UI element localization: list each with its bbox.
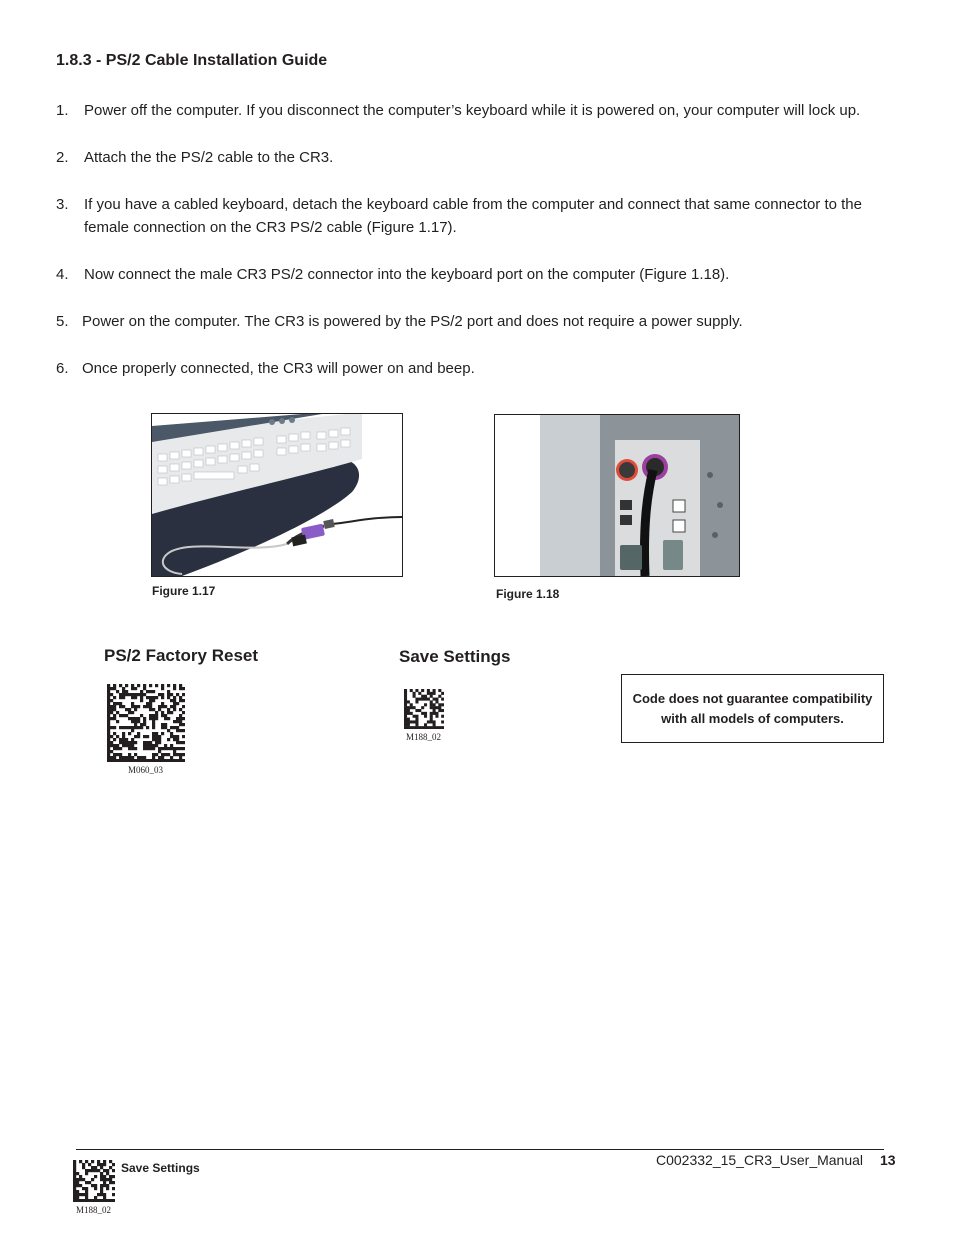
footer-rule [76,1149,884,1150]
save-settings-title: Save Settings [399,647,511,666]
footer-document-id: C002332_15_CR3_User_Manual [656,1152,864,1168]
compatibility-note: Code does not guarantee compatibility with all models of computers. [621,674,884,743]
datamatrix-pattern [404,689,444,729]
footer-save-code-label: M188_02 [76,1205,112,1215]
datamatrix-pattern [107,684,185,762]
footer-save-settings-label: Save Settings [121,1161,200,1175]
figure-caption: Figure 1.18 [496,587,560,601]
datamatrix-pattern [73,1160,115,1202]
save-settings-code-label: M188_02 [406,732,442,742]
figure-ps2-port-photo [494,414,740,577]
figure-keyboard-photo [151,413,403,577]
page-number: 13 [880,1152,896,1168]
factory-reset-title: PS/2 Factory Reset [104,646,259,665]
save-settings-datamatrix [404,689,444,729]
step-item: 6. Once properly connected, the CR3 will power on and beep. [56,360,475,377]
step-item: 3. If you have a cabled keyboard, detach the keyboard cable from the computer and connect that same connector to the female connection on the CR3 PS/2 cable (Figure 1.17). [56,196,862,236]
factory-reset-datamatrix [107,684,185,762]
step-item: 2. Attach the the PS/2 cable to the CR3. [56,149,334,166]
step-item: 5. Power on the computer. The CR3 is powered by the PS/2 port and does not require a power supply. [56,313,743,330]
step-item: 4. Now connect the male CR3 PS/2 connector into the keyboard port on the computer (Figure 1.18). [56,266,730,283]
factory-reset-code-label: M060_03 [128,765,164,775]
footer-save-settings-datamatrix [73,1160,115,1202]
figure-caption: Figure 1.17 [152,584,216,598]
step-item: 1. Power off the computer. If you disconnect the computer’s keyboard while it is powered on, your computer will lock up. [56,102,861,119]
section-heading: 1.8.3 - PS/2 Cable Installation Guide [56,52,328,69]
